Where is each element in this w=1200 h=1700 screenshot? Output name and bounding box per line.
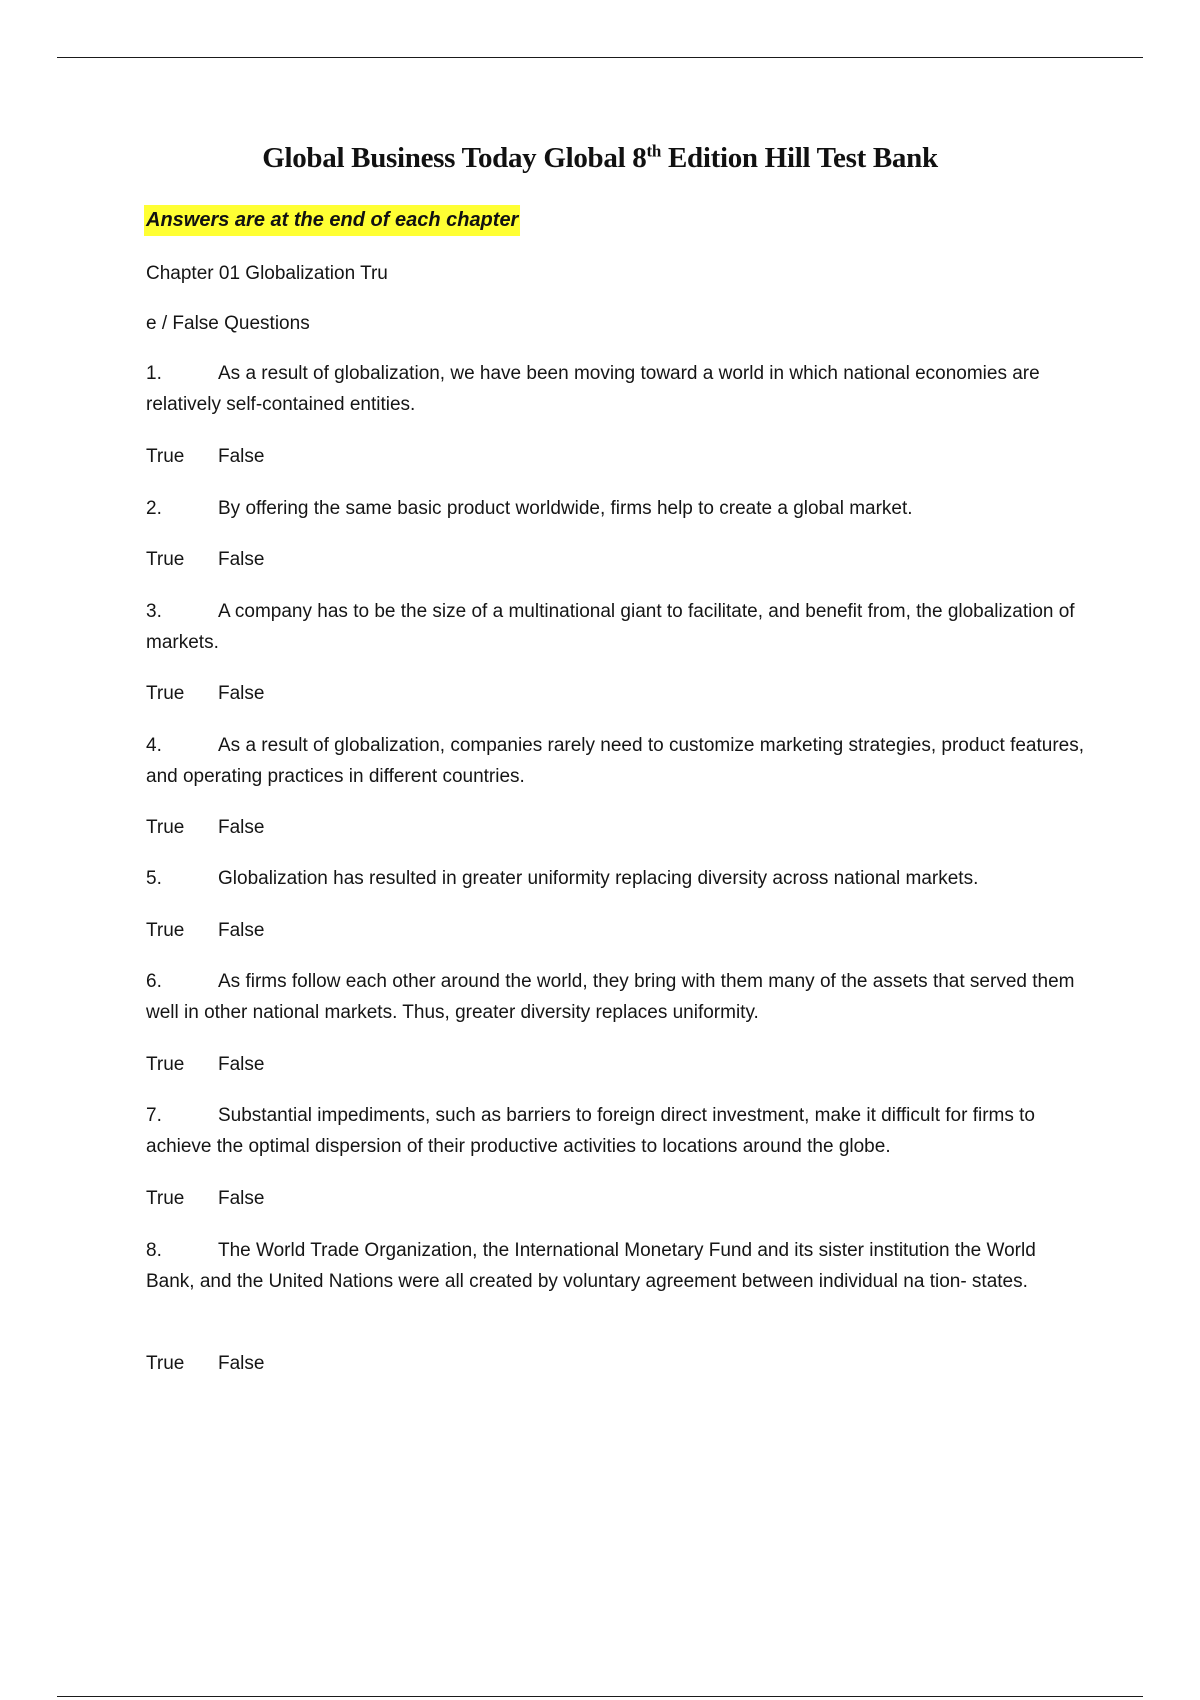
title-rest: Edition Hill Test Bank (661, 142, 938, 174)
option-true: True (146, 1188, 185, 1209)
option-true: True (146, 549, 185, 570)
question-number: 7. (146, 1105, 162, 1126)
question-number: 2. (146, 498, 162, 519)
answer-options-6 (146, 1050, 264, 1080)
bottom-rule (57, 1696, 1143, 1697)
option-true: True (146, 920, 185, 941)
answers-note: Answers are at the end of each chapter (144, 205, 520, 236)
question-5 (146, 864, 1086, 895)
question-text: Globalization has resulted in greater uniformity replacing diversity across national markets. (218, 868, 979, 889)
question-8 (146, 1236, 1086, 1297)
question-number: 4. (146, 735, 162, 756)
option-false: False (218, 549, 265, 570)
question-number: 5. (146, 868, 162, 889)
question-3 (146, 597, 1086, 658)
option-true: True (146, 1054, 185, 1075)
question-6 (146, 967, 1086, 1028)
option-false: False (218, 817, 265, 838)
question-text: By offering the same basic product worldwide, firms help to create a global market. (218, 498, 913, 519)
answer-options-5 (146, 916, 264, 946)
option-false: False (218, 920, 265, 941)
option-false: False (218, 683, 265, 704)
question-text: As a result of globalization, we have been moving toward a world in which national economies are relatively self-contained entities. (146, 363, 1040, 415)
chapter-heading-line-2: e / False Questions (146, 313, 310, 334)
question-1 (146, 359, 1086, 420)
question-7 (146, 1101, 1086, 1162)
answer-options-3 (146, 679, 264, 709)
answer-options-7 (146, 1184, 264, 1214)
answer-options-4 (146, 813, 264, 843)
option-true: True (146, 817, 185, 838)
chapter-heading-line-1: Chapter 01 Globalization Tru (146, 263, 388, 284)
title-main: Global Business Today Global 8 (262, 142, 647, 174)
question-4 (146, 731, 1086, 792)
answer-options-2 (146, 545, 264, 575)
option-true: True (146, 683, 185, 704)
question-text: As a result of globalization, companies rarely need to customize marketing strategies, product features, and operating practices in different countries. (146, 735, 1084, 787)
document-title (0, 142, 1200, 175)
option-true: True (146, 446, 185, 467)
question-text: As firms follow each other around the world, they bring with them many of the assets that served them well in other national markets. Thus, greater diversity replaces uniformity. (146, 971, 1075, 1023)
option-false: False (218, 1188, 265, 1209)
answer-options-8 (146, 1349, 264, 1379)
title-superscript: th (646, 141, 662, 161)
question-2 (146, 494, 1086, 525)
question-text: Substantial impediments, such as barriers to foreign direct investment, make it difficult for firms to achieve the optimal dispersion of their productive activities to locations around the globe. (146, 1105, 1035, 1157)
question-number: 8. (146, 1240, 162, 1261)
option-false: False (218, 446, 265, 467)
answer-options-1 (146, 442, 264, 472)
option-false: False (218, 1353, 265, 1374)
question-text: The World Trade Organization, the International Monetary Fund and its sister institution the World Bank, and the United Nations were all created by voluntary agreement between individual na tion- states. (146, 1240, 1036, 1292)
question-number: 1. (146, 363, 162, 384)
question-number: 3. (146, 601, 162, 622)
question-number: 6. (146, 971, 162, 992)
question-text: A company has to be the size of a multinational giant to facilitate, and benefit from, the globalization of markets. (146, 601, 1075, 653)
top-rule (57, 57, 1143, 58)
option-false: False (218, 1054, 265, 1075)
option-true: True (146, 1353, 185, 1374)
